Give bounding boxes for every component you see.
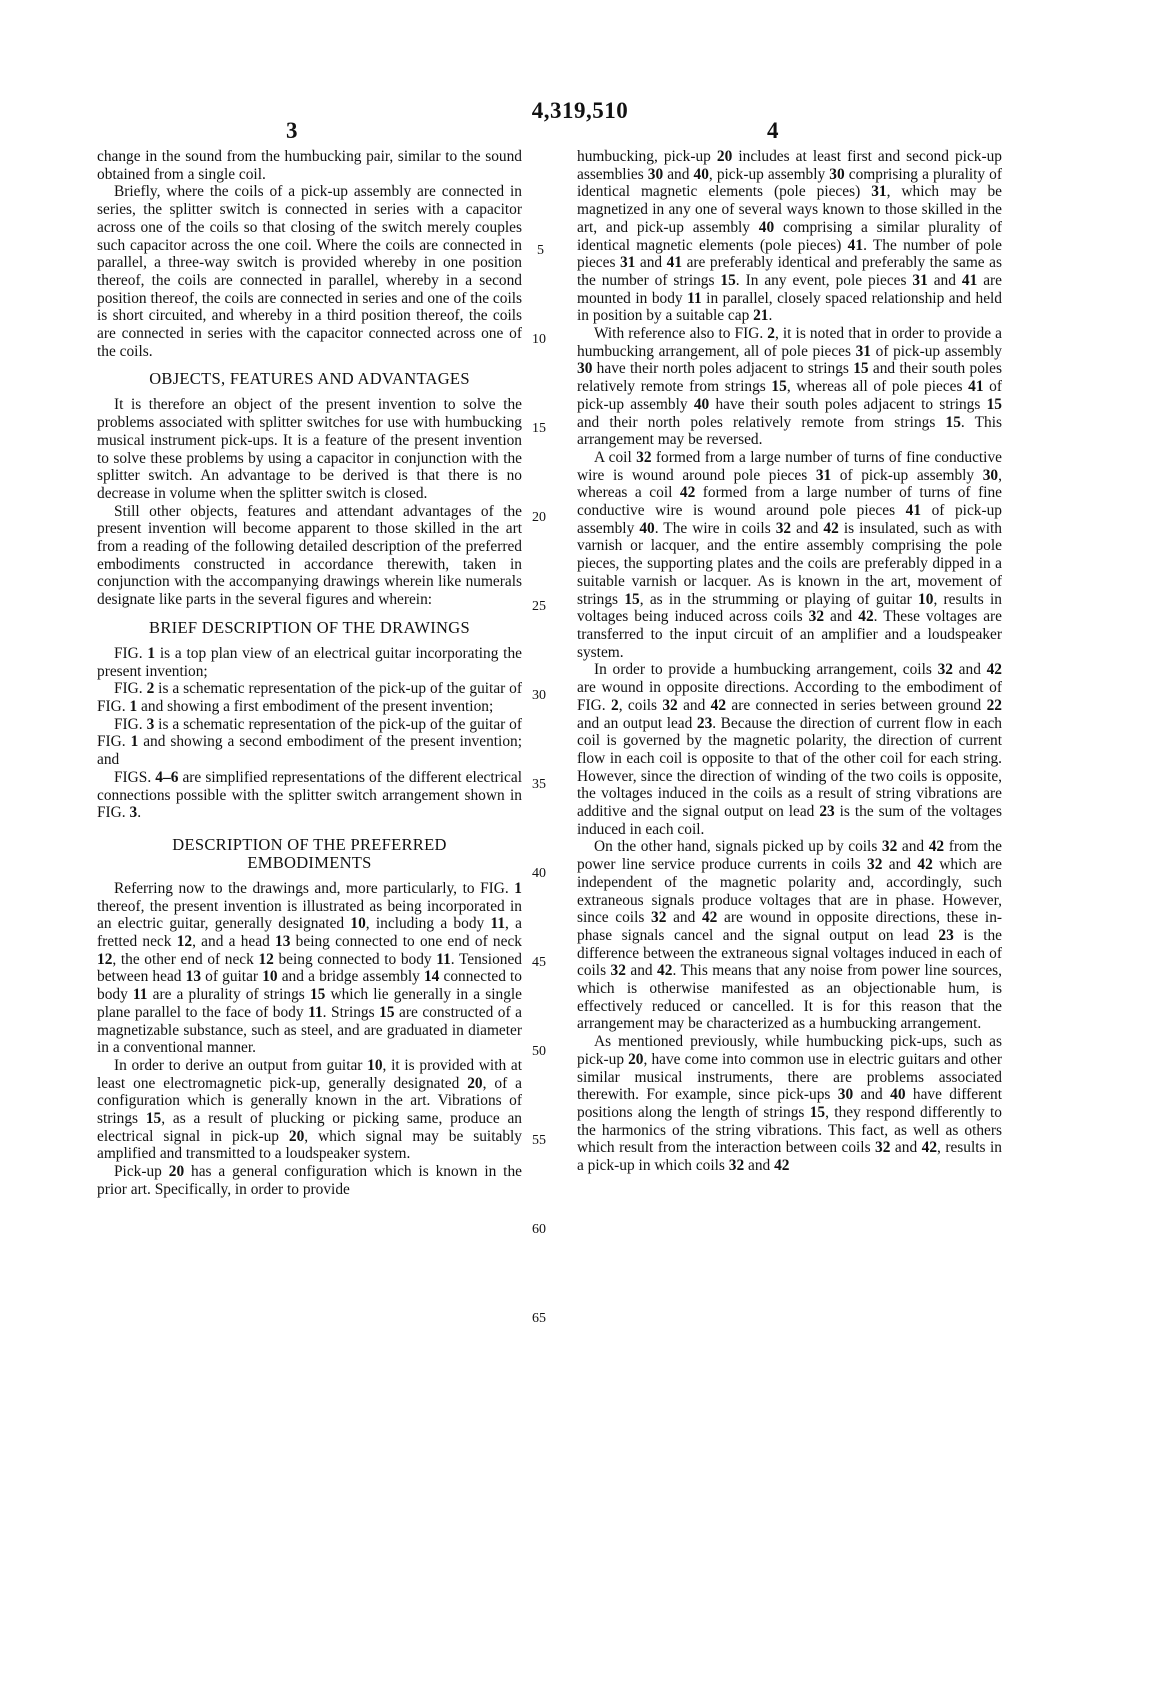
paragraph: humbucking, pick-up 20 includes at least first and second pick-up assemblies 30 and 40, pick-up assembly 30 comprising a plurality of identical magnetic elements (pole pieces) 31, which may be magnetized in any one of several ways known to those skilled in the art, and pick-up assembly 40 comprising a similar plurality of identical magnetic elements (pole pieces) 41. The number of pole pieces 31 and 41 are preferably identical and preferably the same as the number of strings 15. In any event, pole pieces 31 and 41 are mounted in body 11 in parallel, closely spaced relationship and held in position by a suitable cap 21. bbox=[577, 148, 1003, 325]
line-number: 10 bbox=[532, 332, 546, 347]
reference-numeral: 41 bbox=[666, 254, 683, 272]
paragraph: On the other hand, signals picked up by coils 32 and 42 from the power line service produce currents in coils 32 and 42 which are independent of the magnetic polarity and, accordingly, such extraneous signals produce voltages that are in phase. However, since coils 32 and 42 are wound in opposite directions, these in-phase signals cancel and the signal output on lead 23 is the difference between the extraneous signal voltages induced in each of coils 32 and 42. This means that any noise from power line sources, which is otherwise manifested as an objectionable hum, is effectively reduced or cancelled. It is for this reason that the arrangement may be characterized as a humbucking arrangement. bbox=[577, 838, 1003, 1033]
reference-numeral: 30 bbox=[837, 1086, 854, 1104]
reference-numeral: 15 bbox=[986, 395, 1002, 413]
paragraph: change in the sound from the humbucking pair, similar to the sound obtained from a single coil. bbox=[97, 148, 522, 183]
reference-numeral: 11 bbox=[132, 986, 148, 1004]
paragraph: With reference also to FIG. 2, it is noted that in order to provide a humbucking arrangement, all of pole pieces 31 of pick-up assembly 30 have their north poles adjacent to strings 15 and their south poles relatively remote from strings 15, whereas all of pole pieces 41 of pick-up assembly 40 have their south poles adjacent to strings 15 and their north poles relatively remote from strings 15. This arrangement may be reversed. bbox=[577, 325, 1003, 449]
reference-numeral: 15 bbox=[145, 1110, 162, 1128]
line-number: 50 bbox=[532, 1044, 546, 1059]
reference-numeral: 31 bbox=[619, 254, 636, 272]
patent-number: 4,319,510 bbox=[531, 98, 629, 123]
reference-numeral: 20 bbox=[168, 1163, 185, 1181]
paragraph: FIG. 3 is a schematic representation of the pick-up of the guitar of FIG. 1 and showing a second embodiment of the present invention; and bbox=[97, 715, 523, 769]
section-heading: OBJECTS, FEATURES AND ADVANTAGES bbox=[149, 369, 470, 389]
reference-numeral: 10 bbox=[367, 1056, 383, 1074]
paragraph: Pick-up 20 has a general configuration which is known in the prior art. Specifically, in order to provide bbox=[97, 1163, 522, 1198]
reference-numeral: 32 bbox=[651, 909, 667, 927]
reference-numeral: 12 bbox=[176, 933, 193, 951]
reference-numeral: 15 bbox=[720, 271, 736, 289]
paragraph: Briefly, where the coils of a pick-up assembly are connected in series, the splitter switch is connected in series with a capacitor across one of the coils so that closing of the switch merely couples such capacitor across the one coil. Where the coils are connected in parallel, a three-way switch is provided whereby in one position thereof, the coils are connected in parallel, whereby in a second position thereof, the coils are connected in series and one of the coils is short circuited, and whereby in a third position thereof, the coils are connected in series with the capacitor connected across one of the coils. bbox=[97, 183, 522, 360]
reference-numeral: 10 bbox=[350, 915, 366, 933]
reference-numeral: 3 bbox=[146, 715, 155, 733]
line-number: 35 bbox=[532, 777, 546, 792]
reference-numeral: 13 bbox=[275, 933, 291, 951]
reference-numeral: 1 bbox=[147, 644, 156, 662]
line-number: 20 bbox=[532, 510, 546, 525]
line-number: 65 bbox=[532, 1311, 546, 1326]
reference-numeral: 23 bbox=[696, 714, 713, 732]
reference-numeral: 23 bbox=[938, 926, 954, 944]
paragraph: FIGS. 4–6 are simplified representations of the different electrical connections possible with the splitter switch arrangement shown in FIG. 3. bbox=[97, 768, 522, 822]
reference-numeral: 40 bbox=[890, 1086, 906, 1104]
line-number: 40 bbox=[532, 866, 546, 881]
reference-numeral: 42 bbox=[710, 696, 727, 714]
reference-numeral: 42 bbox=[679, 484, 696, 502]
paragraph: As mentioned previously, while humbucking pick-ups, such as pick-up 20, have come into common use in electric guitars and other similar musical instruments, there are problems associated therewith. For example, since pick-ups 30 and 40 have different positions along the length of strings 15, they respond differently to the harmonics of the string vibrations. This fact, as well as others which result from the interaction between coils 32 and 42, results in a pick-up in which coils 32 and 42 bbox=[577, 1033, 1002, 1175]
reference-numeral: 15 bbox=[945, 413, 961, 431]
reference-numeral: 32 bbox=[775, 519, 792, 537]
section-heading bbox=[97, 836, 522, 872]
reference-numeral: 12 bbox=[258, 950, 274, 968]
reference-numeral: 20 bbox=[467, 1074, 483, 1092]
line-number: 45 bbox=[532, 955, 546, 970]
reference-numeral: 41 bbox=[961, 271, 978, 289]
line-number: 25 bbox=[532, 599, 546, 614]
reference-numeral: 3 bbox=[129, 804, 138, 822]
paragraph: FIG. 2 is a schematic representation of the pick-up of the guitar of FIG. 1 and showing a first embodiment of the present invention; bbox=[97, 680, 523, 715]
reference-numeral: 42 bbox=[917, 856, 933, 874]
reference-numeral: 41 bbox=[847, 236, 864, 254]
reference-numeral: 32 bbox=[867, 856, 883, 874]
reference-numeral: 20 bbox=[716, 148, 733, 165]
reference-numeral: 32 bbox=[728, 1157, 745, 1175]
reference-numeral: 30 bbox=[577, 360, 593, 378]
line-number: 5 bbox=[537, 243, 544, 258]
reference-numeral: 42 bbox=[657, 962, 673, 980]
reference-numeral: 1 bbox=[130, 733, 139, 751]
reference-numeral: 11 bbox=[308, 1003, 323, 1021]
reference-numeral: 42 bbox=[928, 838, 945, 856]
reference-numeral: 41 bbox=[905, 502, 922, 520]
reference-numeral: 32 bbox=[662, 696, 678, 714]
reference-numeral: 22 bbox=[986, 696, 1002, 714]
heading-line: EMBODIMENTS bbox=[247, 852, 372, 872]
reference-numeral: 42 bbox=[701, 909, 718, 927]
reference-numeral: 30 bbox=[982, 466, 999, 484]
reference-numeral: 21 bbox=[753, 307, 769, 325]
paragraph: A coil 32 formed from a large number of turns of fine conductive wire is wound around pole pieces 31 of pick-up assembly 30, whereas a coil 42 formed from a large number of turns of fine conductive wire is wound around pole pieces 41 of pick-up assembly 40. The wire in coils 32 and 42 is insulated, such as with varnish or lacquer, and the entire assembly comprising the pole pieces, the supporting plates and the coils are preferably dipped in a suitable varnish or lacquer. As is known in the art, movement of strings 15, as in the strumming or playing of guitar 10, results in voltages being induced across coils 32 and 42. These voltages are transferred to the input circuit of an amplifier and a loudspeaker system. bbox=[577, 448, 1003, 661]
reference-numeral: 42 bbox=[921, 1139, 938, 1157]
right-page-number: 4 bbox=[767, 118, 779, 143]
paragraph: In order to provide a humbucking arrangement, coils 32 and 42 are wound in opposite directions. According to the embodiment of FIG. 2, coils 32 and 42 are connected in series between ground 22 and an output lead 23. Because the direction of current flow in each coil is governed by the magnetic polarity, the direction of current flow in each coil is opposite to that of the other coil for each string. However, since the direction of winding of the two coils is opposite, the voltages induced in the coils as a result of string vibrations are additive and the signal output on lead 23 is the sum of the voltages induced in each coil. bbox=[577, 661, 1003, 838]
reference-numeral: 15 bbox=[379, 1003, 395, 1021]
paragraph: Referring now to the drawings and, more particularly, to FIG. 1 thereof, the present invention is illustrated as being incorporated in an electric guitar, generally designated 10, including a body 11, a fretted neck 12, and a head 13 being connected to one end of neck 12, the other end of neck 12 being connected to body 11. Tensioned between head 13 of guitar 10 and a bridge assembly 14 connected to body 11 are a plurality of strings 15 which lie generally in a single plane parallel to the face of body 11. Strings 15 are constructed of a magnetizable substance, such as steel, and are graduated in diameter in a conventional manner. bbox=[97, 879, 523, 1057]
reference-numeral: 20 bbox=[628, 1050, 644, 1068]
line-number: 15 bbox=[532, 421, 546, 436]
reference-numeral: 31 bbox=[871, 183, 887, 201]
reference-numeral: 41 bbox=[968, 378, 984, 396]
reference-numeral: 31 bbox=[815, 466, 832, 484]
paragraph: Still other objects, features and attendant advantages of the present invention will become apparent to those skilled in the art from a reading of the following detailed description of the preferred embodiments constructed in accordance therewith, taken in conjunction with the accompanying drawings wherein like numerals designate like parts in the several figures and wherein: bbox=[97, 502, 522, 609]
reference-numeral: 15 bbox=[771, 378, 787, 396]
reference-numeral: 40 bbox=[758, 218, 775, 236]
reference-numeral: 4–6 bbox=[155, 768, 179, 786]
reference-numeral: 32 bbox=[937, 661, 953, 679]
left-page-number: 3 bbox=[286, 118, 298, 143]
reference-numeral: 11 bbox=[436, 950, 451, 968]
line-number: 60 bbox=[532, 1222, 546, 1237]
reference-numeral: 15 bbox=[309, 986, 326, 1004]
reference-numeral: 42 bbox=[858, 608, 874, 626]
reference-numeral: 32 bbox=[610, 962, 626, 980]
section-heading: BRIEF DESCRIPTION OF THE DRAWINGS bbox=[149, 617, 470, 637]
reference-numeral: 42 bbox=[986, 661, 1002, 679]
reference-numeral: 42 bbox=[774, 1157, 790, 1175]
reference-numeral: 2 bbox=[611, 696, 619, 714]
reference-numeral: 2 bbox=[767, 325, 775, 343]
reference-numeral: 1 bbox=[514, 879, 522, 897]
reference-numeral: 32 bbox=[881, 838, 898, 856]
reference-numeral: 32 bbox=[875, 1139, 891, 1157]
reference-numeral: 40 bbox=[693, 395, 710, 413]
reference-numeral: 40 bbox=[693, 165, 709, 183]
reference-numeral: 11 bbox=[490, 915, 506, 933]
reference-numeral: 32 bbox=[636, 448, 652, 466]
paragraph: It is therefore an object of the present invention to solve the problems associated with splitter switches for use with humbucking musical instrument pick-ups. It is a feature of the present invention to solve these problems by using a capacitor in conjunction with the splitter switch. An advantage to be derived is that there is no decrease in volume when the splitter switch is closed. bbox=[97, 396, 522, 502]
reference-numeral: 30 bbox=[829, 165, 845, 183]
reference-numeral: 1 bbox=[129, 697, 138, 715]
paragraph: FIG. 1 is a top plan view of an electrical guitar incorporating the present invention; bbox=[97, 644, 522, 680]
reference-numeral: 40 bbox=[639, 519, 655, 537]
paragraph: In order to derive an output from guitar 10, it is provided with at least one electromagnetic pick-up, generally designated 20, of a configuration which is generally known in the art. Vibrations of strings 15, as a result of plucking or picking same, produce an electrical signal in pick-up 20, which signal may be suitably amplified and transmitted to a loudspeaker system. bbox=[97, 1056, 522, 1163]
heading-line: DESCRIPTION OF THE PREFERRED bbox=[172, 834, 447, 854]
reference-numeral: 10 bbox=[262, 968, 278, 986]
reference-numeral: 15 bbox=[809, 1103, 826, 1121]
left-column bbox=[97, 148, 522, 1199]
line-number: 30 bbox=[532, 688, 546, 703]
reference-numeral: 20 bbox=[288, 1127, 305, 1145]
right-column bbox=[577, 148, 1002, 1175]
reference-numeral: 10 bbox=[918, 590, 934, 608]
reference-numeral: 31 bbox=[855, 342, 871, 360]
reference-numeral: 11 bbox=[687, 289, 702, 307]
reference-numeral: 14 bbox=[423, 968, 440, 986]
reference-numeral: 15 bbox=[624, 590, 640, 608]
line-number: 55 bbox=[532, 1133, 546, 1148]
reference-numeral: 30 bbox=[647, 165, 664, 183]
reference-numeral: 42 bbox=[823, 519, 839, 537]
reference-numeral: 31 bbox=[912, 271, 928, 289]
reference-numeral: 23 bbox=[819, 803, 835, 821]
reference-numeral: 13 bbox=[185, 968, 202, 986]
reference-numeral: 15 bbox=[853, 360, 869, 378]
reference-numeral: 32 bbox=[808, 608, 825, 626]
reference-numeral: 12 bbox=[97, 950, 113, 968]
reference-numeral: 2 bbox=[146, 680, 155, 698]
